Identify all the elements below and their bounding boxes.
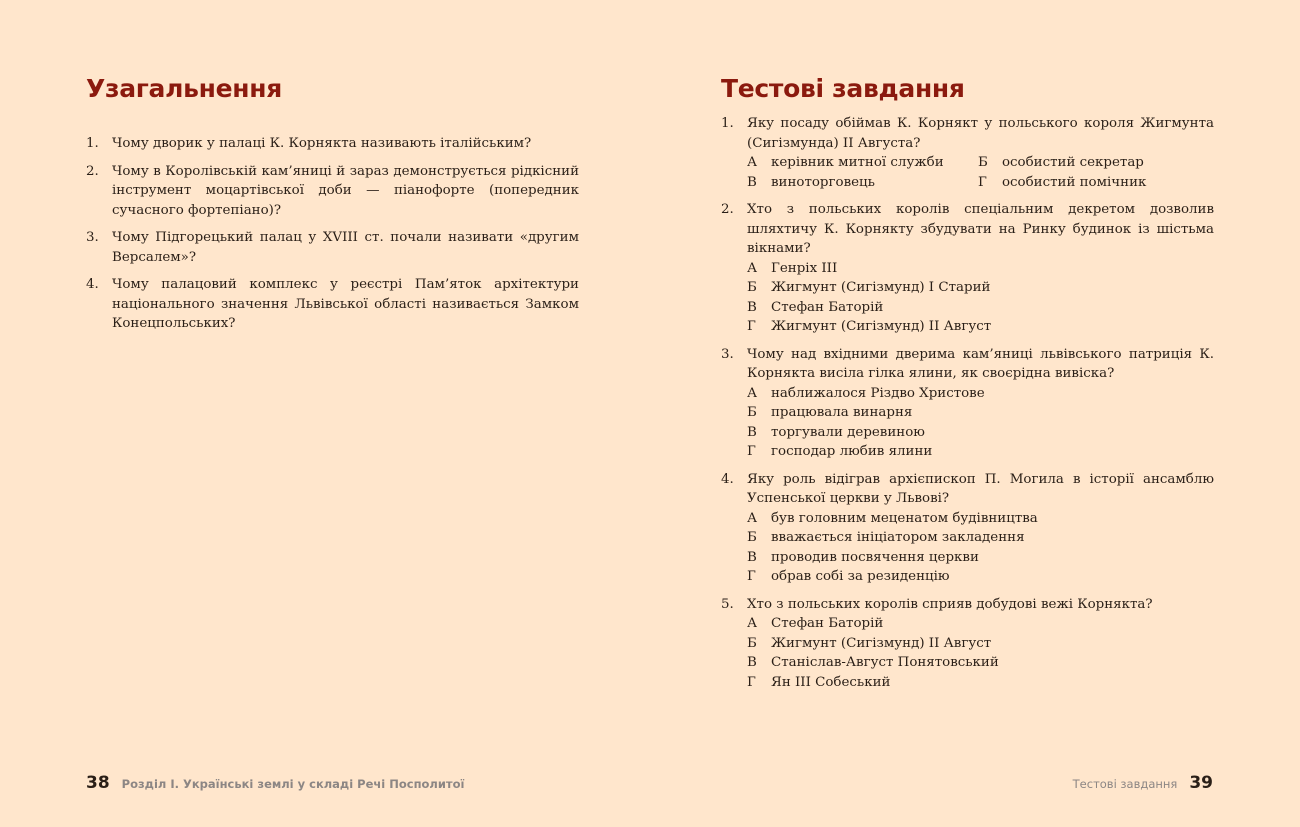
section-title-tests: Тестові завдання	[721, 74, 965, 103]
answer-option	[747, 528, 1214, 548]
answer-option	[747, 298, 1214, 318]
option-letter: А	[747, 616, 758, 631]
option-letter: Б	[747, 280, 757, 295]
option-text: працювала винарня	[771, 405, 913, 420]
answer-option	[747, 384, 1214, 404]
answer-option	[747, 567, 1214, 587]
answer-option	[747, 317, 1214, 337]
question-number: 5.	[721, 596, 734, 612]
question-text: Яку роль відіграв архієпископ П. Могила в історії ансамблю Успенської церкви у Львові?	[747, 471, 1214, 506]
test-question	[721, 200, 1214, 337]
answer-option	[747, 509, 1214, 529]
summary-question	[86, 162, 579, 221]
answer-options	[747, 509, 1214, 587]
running-head: Тестові завдання	[1072, 777, 1178, 791]
option-letter: В	[747, 424, 757, 440]
question-text: Чому дворик у палаці К. Корнякта називають італійським?	[112, 136, 532, 151]
option-letter: Г	[747, 569, 756, 584]
summary-question	[86, 134, 579, 154]
question-number: 2.	[721, 202, 734, 217]
option-letter: Г	[747, 319, 756, 334]
question-text: Яку посаду обіймав К. Корнякт у польського короля Жигмунта (Сигізмунда) ІІ Августа?	[747, 116, 1214, 151]
option-letter: В	[747, 549, 757, 565]
question-number: 2.	[86, 163, 99, 179]
question-number: 3.	[86, 230, 99, 245]
option-text: був головним меценатом будівництва	[771, 510, 1038, 526]
question-text: Хто з польських королів спеціальним декретом дозволив шляхтичу К. Корнякту збудувати на Ринку будинок із шістьма вікнами?	[747, 202, 1214, 256]
option-letter: Б	[747, 635, 757, 651]
question-number: 1.	[721, 116, 734, 131]
page-number: 39	[1189, 773, 1213, 793]
option-letter: В	[747, 655, 757, 670]
option-text: Жигмунт (Сигізмунд) І Старий	[771, 280, 991, 295]
question-text: Чому над вхідними дверима кам’яниці львівського патриція К. Корнякта висіла гілка ялини, як своєрідна вивіска?	[747, 346, 1214, 381]
option-text: Жигмунт (Сигізмунд) ІІ Август	[771, 319, 992, 334]
test-question	[721, 595, 1214, 693]
option-text: проводив посвячення церкви	[771, 549, 979, 565]
question-text: Чому Підгорецький палац у XVIII ст. почали називати «другим Версалем»?	[112, 230, 579, 265]
answer-option	[747, 259, 1214, 279]
answer-option	[747, 548, 1214, 568]
option-text: Ян ІІІ Собеський	[771, 674, 891, 690]
answer-options	[747, 153, 1214, 192]
answer-option	[978, 153, 1218, 173]
section-title-summary: Узагальнення	[86, 74, 282, 103]
option-text: особистий помічник	[1002, 174, 1147, 190]
answer-option	[747, 173, 978, 193]
option-text: торгували деревиною	[771, 424, 925, 440]
option-letter: А	[747, 385, 758, 401]
test-question-list	[721, 114, 1214, 700]
option-text: Жигмунт (Сигізмунд) ІІ Август	[771, 635, 992, 651]
footer-right	[1073, 773, 1213, 793]
option-letter: А	[747, 260, 758, 276]
option-text: Станіслав-Август Понятовський	[771, 655, 999, 670]
option-text: Генріх ІІІ	[771, 260, 838, 276]
option-letter: Г	[978, 174, 987, 190]
answer-option	[747, 423, 1214, 443]
option-letter: Б	[747, 405, 757, 420]
running-head: Розділ І. Українські землі у складі Речі Посполитої	[121, 777, 465, 791]
question-number: 3.	[721, 346, 734, 362]
option-text: обрав собі за резиденцію	[771, 569, 950, 584]
answer-options	[747, 614, 1214, 692]
answer-option	[747, 673, 1214, 693]
question-number: 4.	[721, 471, 734, 487]
test-question	[721, 470, 1214, 587]
answer-options	[747, 259, 1214, 337]
option-text: господар любив ялини	[771, 444, 933, 459]
option-letter: Б	[747, 530, 757, 545]
answer-options	[747, 384, 1214, 462]
question-text: Чому в Королівській кам’яниці й зараз демонструється рідкісний інструмент моцартівської доби — піанофорте (попередник сучасного фортепіано)?	[112, 163, 579, 218]
test-question	[721, 345, 1214, 462]
answer-option	[747, 403, 1214, 423]
answer-option	[747, 153, 978, 173]
summary-question	[86, 275, 579, 334]
answer-option	[747, 653, 1214, 673]
option-letter: Г	[747, 674, 756, 690]
option-letter: А	[747, 510, 758, 526]
test-question	[721, 114, 1214, 192]
option-text: Стефан Баторій	[771, 299, 884, 315]
option-letter: В	[747, 174, 757, 190]
question-text: Чому палацовий комплекс у реєстрі Пам’яток архітектури національного значення Львівської області називається Замком Конецпольських?	[112, 277, 579, 331]
option-letter: А	[747, 155, 758, 170]
option-text: виноторговець	[771, 174, 875, 190]
option-letter: В	[747, 299, 757, 315]
option-text: вважається ініціатором закладення	[771, 530, 1025, 545]
summary-question	[86, 228, 579, 267]
option-text: наближалося Різдво Христове	[771, 385, 985, 401]
footer-left	[86, 773, 464, 793]
answer-option	[747, 278, 1214, 298]
answer-option	[747, 634, 1214, 654]
option-text: керівник митної служби	[771, 155, 944, 170]
page-number: 38	[86, 773, 110, 793]
question-number: 4.	[86, 277, 99, 292]
question-number: 1.	[86, 136, 99, 151]
answer-option	[747, 614, 1214, 634]
option-text: особистий секретар	[1002, 155, 1144, 170]
option-letter: Б	[978, 155, 988, 170]
option-text: Стефан Баторій	[771, 616, 884, 631]
option-letter: Г	[747, 444, 756, 459]
answer-option	[747, 442, 1214, 462]
answer-option	[978, 173, 1218, 193]
question-text: Хто з польських королів сприяв добудові вежі Корнякта?	[747, 596, 1153, 612]
summary-question-list	[86, 134, 579, 342]
